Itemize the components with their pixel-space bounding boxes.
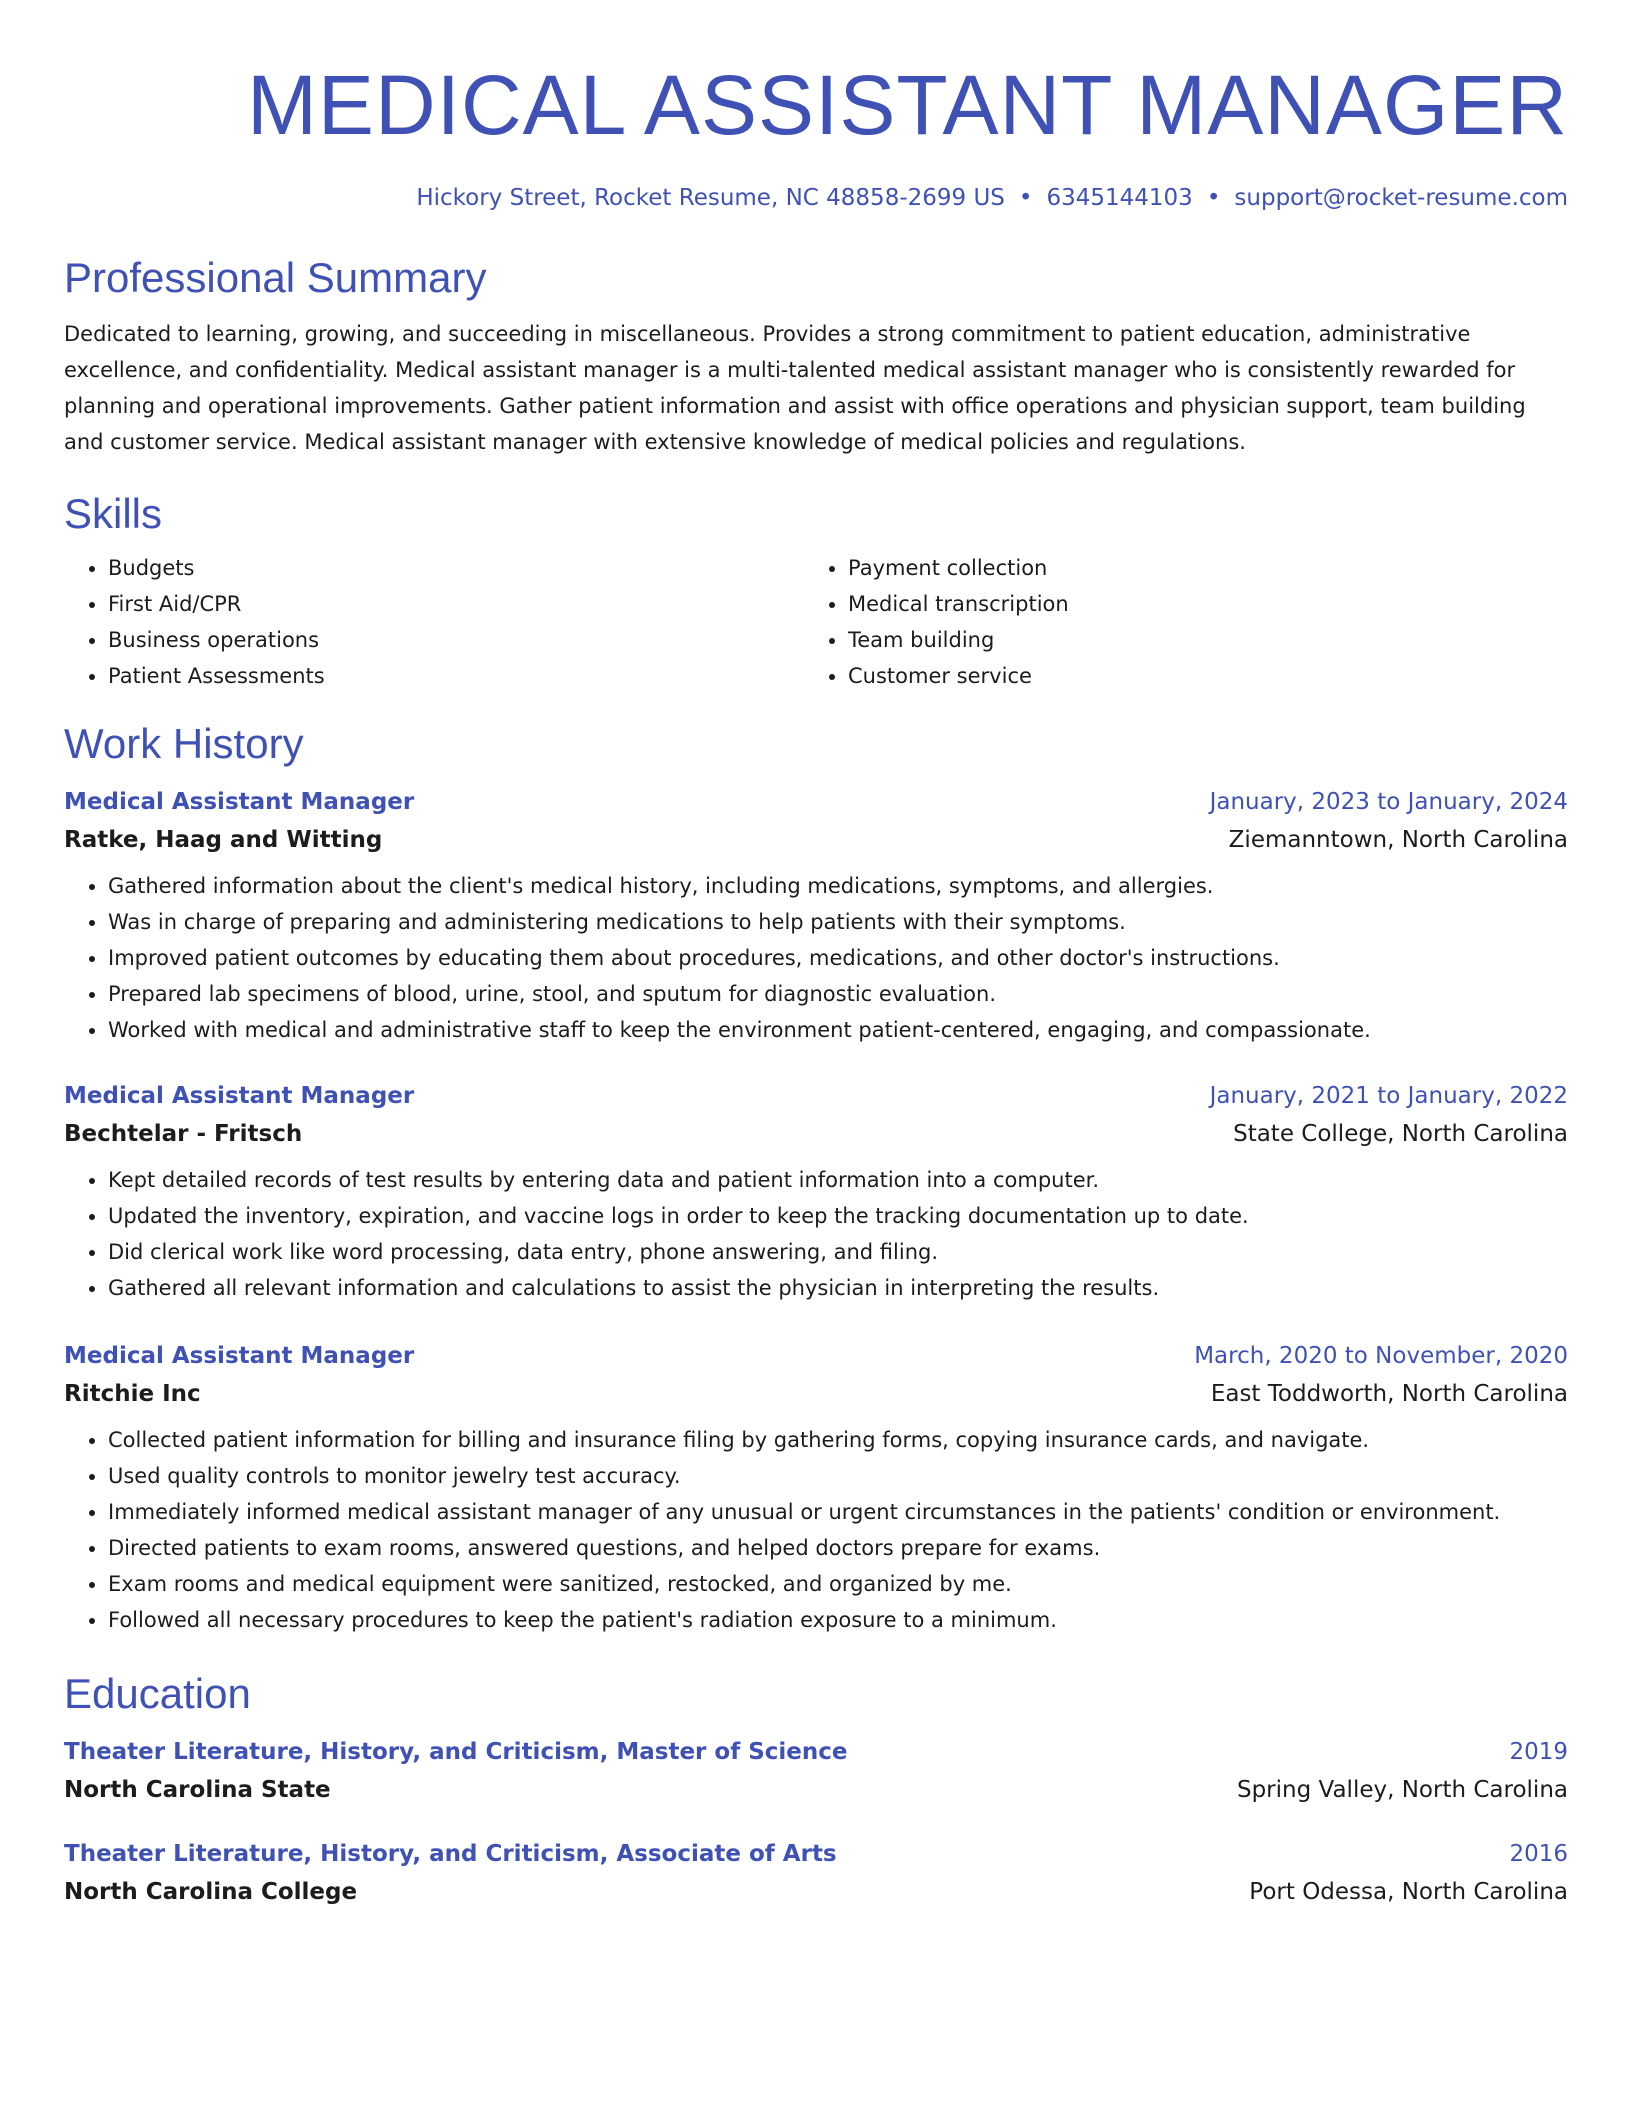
- list-item: • Followed all necessary procedures to keep the patient's radiation exposure to a minimum.: [108, 1602, 1568, 1638]
- education-location: Spring Valley, North Carolina: [1236, 1777, 1568, 1803]
- list-item: • Gathered all relevant information and calculations to assist the physician in interpreting the results.: [108, 1270, 1568, 1306]
- job-role: Medical Assistant Manager: [64, 1083, 415, 1109]
- contact-separator: •: [1018, 185, 1033, 211]
- list-item: • Kept detailed records of test results by entering data and patient information into a computer.: [108, 1162, 1568, 1198]
- skill-item: • Customer service: [848, 658, 1544, 694]
- education-entry: [64, 1836, 1568, 1912]
- job-dates: March, 2020 to November, 2020: [1194, 1343, 1568, 1369]
- job-role: Medical Assistant Manager: [64, 789, 415, 815]
- list-item: • Used quality controls to monitor jewelry test accuracy.: [108, 1458, 1568, 1494]
- education-year: 2016: [1509, 1841, 1568, 1867]
- list-item: • Prepared lab specimens of blood, urine, stool, and sputum for diagnostic evaluation.: [108, 976, 1568, 1012]
- education-entry-header: [64, 1836, 1568, 1872]
- job-bullets: [64, 868, 1568, 1048]
- skills-column-right: [804, 550, 1544, 694]
- list-item: • Was in charge of preparing and administering medications to help patients with their symptoms.: [108, 904, 1568, 940]
- job-location: State College, North Carolina: [1233, 1121, 1568, 1147]
- skill-item: • Medical transcription: [848, 586, 1544, 622]
- job-company: Bechtelar - Fritsch: [64, 1121, 303, 1147]
- education-school: North Carolina College: [64, 1879, 358, 1905]
- contact-email[interactable]: support@rocket-resume.com: [1234, 185, 1568, 211]
- list-item: • Collected patient information for billing and insurance filing by gathering forms, copying insurance cards, and navigate.: [108, 1422, 1568, 1458]
- work-entry: [64, 784, 1568, 1048]
- job-company: Ritchie Inc: [64, 1381, 201, 1407]
- candidate-title: MEDICAL ASSISTANT MANAGER: [246, 58, 1568, 152]
- skills-list: [64, 550, 1568, 694]
- work-entry-subheader: [64, 820, 1568, 860]
- education-year: 2019: [1509, 1739, 1568, 1765]
- education-entry-header: [64, 1734, 1568, 1770]
- education-entry-subheader: [64, 1770, 1568, 1810]
- contact-separator: •: [1206, 185, 1221, 211]
- work-entry-header: [64, 784, 1568, 820]
- job-location: Ziemanntown, North Carolina: [1228, 827, 1568, 853]
- list-item: • Improved patient outcomes by educating them about procedures, medications, and other doctor's instructions.: [108, 940, 1568, 976]
- job-dates: January, 2021 to January, 2022: [1209, 1083, 1568, 1109]
- job-company: Ratke, Haag and Witting: [64, 827, 383, 853]
- list-item: • Updated the inventory, expiration, and vaccine logs in order to keep the tracking documentation up to date.: [108, 1198, 1568, 1234]
- job-bullets: [64, 1162, 1568, 1306]
- work-entry: [64, 1338, 1568, 1638]
- job-location: East Toddworth, North Carolina: [1210, 1381, 1568, 1407]
- skill-item: • Team building: [848, 622, 1544, 658]
- skill-item: • Patient Assessments: [108, 658, 804, 694]
- list-item: • Worked with medical and administrative staff to keep the environment patient-centered, engaging, and compassionate.: [108, 1012, 1568, 1048]
- skills-column-left: [64, 550, 804, 694]
- skill-item: • First Aid/CPR: [108, 586, 804, 622]
- list-item: • Did clerical work like word processing, data entry, phone answering, and filing.: [108, 1234, 1568, 1270]
- section-title-education: Education: [64, 1670, 251, 1717]
- skill-item: • Business operations: [108, 622, 804, 658]
- job-role: Medical Assistant Manager: [64, 1343, 415, 1369]
- skill-item: • Payment collection: [848, 550, 1544, 586]
- work-entry: [64, 1078, 1568, 1306]
- job-bullets: [64, 1422, 1568, 1638]
- work-entry-header: [64, 1338, 1568, 1374]
- section-title-skills: Skills: [64, 490, 163, 537]
- section-title-summary: Professional Summary: [64, 254, 487, 301]
- education-entry-subheader: [64, 1872, 1568, 1912]
- work-entry-subheader: [64, 1374, 1568, 1414]
- contact-phone: 6345144103: [1046, 185, 1193, 211]
- list-item: • Immediately informed medical assistant manager of any unusual or urgent circumstances in the patients' condition or environment.: [108, 1494, 1568, 1530]
- list-item: • Gathered information about the client's medical history, including medications, symptoms, and allergies.: [108, 868, 1568, 904]
- education-degree: Theater Literature, History, and Criticism, Associate of Arts: [64, 1841, 837, 1867]
- list-item: • Directed patients to exam rooms, answered questions, and helped doctors prepare for exams.: [108, 1530, 1568, 1566]
- education-entry: [64, 1734, 1568, 1810]
- summary-text: Dedicated to learning, growing, and succeeding in miscellaneous. Provides a strong commitment to patient education, administrative excellence, and confidentiality. Medical assistant manager is a multi-talented medical assistant manager who is consistently rewarded for planning and operational improvements. Gather patient information and assist with office operations and physician support, team building and customer service. Medical assistant manager with extensive knowledge of medical policies and regulations.: [64, 322, 1526, 454]
- section-title-work-history: Work History: [64, 720, 304, 767]
- job-dates: January, 2023 to January, 2024: [1209, 789, 1568, 815]
- resume-header: [64, 0, 1568, 216]
- contact-address: Hickory Street, Rocket Resume, NC 48858-2699 US: [416, 185, 1005, 211]
- skill-item: • Budgets: [108, 550, 804, 586]
- list-item: • Exam rooms and medical equipment were sanitized, restocked, and organized by me.: [108, 1566, 1568, 1602]
- work-entry-header: [64, 1078, 1568, 1114]
- contact-line: [64, 180, 1568, 216]
- work-entry-subheader: [64, 1114, 1568, 1154]
- education-location: Port Odessa, North Carolina: [1249, 1879, 1568, 1905]
- education-school: North Carolina State: [64, 1777, 331, 1803]
- education-degree: Theater Literature, History, and Criticism, Master of Science: [64, 1739, 848, 1765]
